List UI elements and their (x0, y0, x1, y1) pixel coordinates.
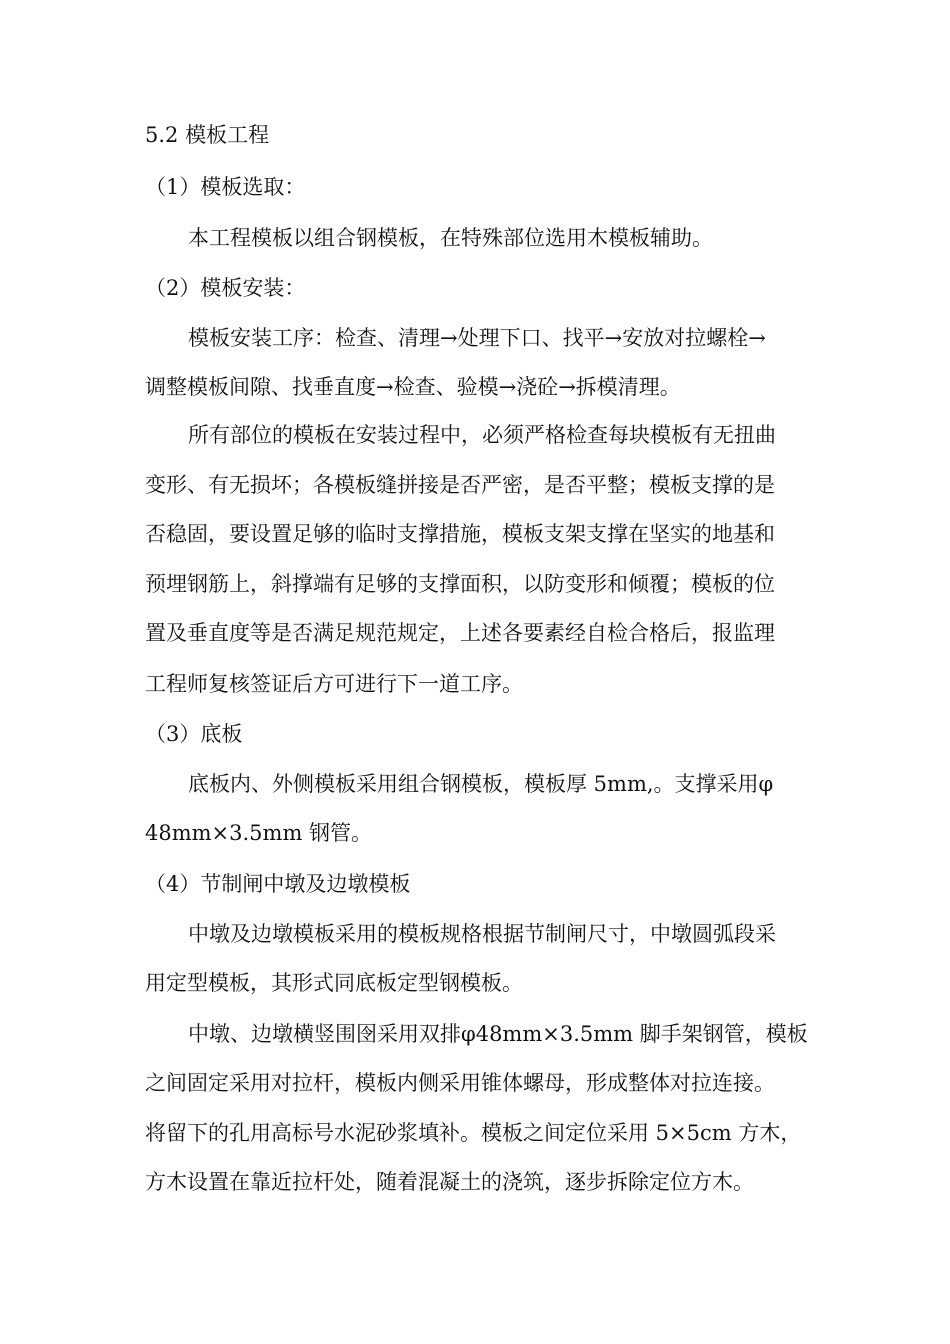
paragraph-line: 中墩、边墩横竖围囹采用双排φ48mm×3.5mm 脚手架钢管，模板 (188, 1022, 808, 1046)
paragraph-line: 模板安装工序：检查、清理→处理下口、找平→安放对拉螺栓→ (188, 326, 766, 350)
paragraph-line: 本工程模板以组合钢模板，在特殊部位选用木模板辅助。 (188, 226, 713, 250)
paragraph-line: 所有部位的模板在安装过程中，必须严格检查每块模板有无扭曲 (188, 423, 776, 447)
paragraph-line: 调整模板间隙、找垂直度→检查、验模→浇砼→拆模清理。 (145, 375, 681, 399)
item-heading-4: （4）节制闸中墩及边墩模板 (145, 872, 411, 896)
paragraph-line: 用定型模板，其形式同底板定型钢模板。 (145, 971, 523, 995)
paragraph-line: 之间固定采用对拉杆，模板内侧采用锥体螺母，形成整体对拉连接。 (145, 1071, 775, 1095)
item-heading-3: （3）底板 (145, 722, 243, 746)
paragraph-line: 中墩及边墩模板采用的模板规格根据节制闸尺寸，中墩圆弧段采 (188, 922, 776, 946)
paragraph-line: 将留下的孔用高标号水泥砂浆填补。模板之间定位采用 5×5cm 方木， (145, 1121, 802, 1145)
item-heading-2: （2）模板安装： (145, 276, 306, 300)
paragraph-line: 否稳固，要设置足够的临时支撑措施，模板支架支撑在坚实的地基和 (145, 522, 775, 546)
paragraph-line: 预埋钢筋上，斜撑端有足够的支撑面积，以防变形和倾覆；模板的位 (145, 572, 775, 596)
paragraph-line: 变形、有无损坏；各模板缝拼接是否严密，是否平整；模板支撑的是 (145, 473, 775, 497)
item-heading-1: （1）模板选取： (145, 175, 306, 199)
paragraph-line: 工程师复核签证后方可进行下一道工序。 (145, 672, 523, 696)
paragraph-line: 方木设置在靠近拉杆处，随着混凝土的浇筑，逐步拆除定位方木。 (145, 1170, 754, 1194)
paragraph-line: 48mm×3.5mm 钢管。 (145, 821, 373, 845)
paragraph-line: 底板内、外侧模板采用组合钢模板，模板厚 5mm,。支撑采用φ (188, 772, 774, 796)
paragraph-line: 置及垂直度等是否满足规范规定，上述各要素经自检合格后，报监理 (145, 621, 775, 645)
section-title: 5.2 模板工程 (145, 123, 270, 147)
